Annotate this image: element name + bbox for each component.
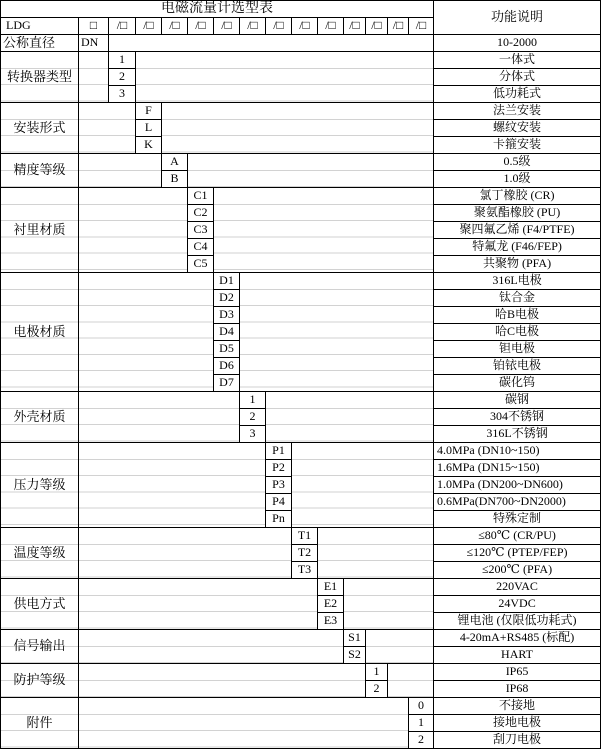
dn-code-cell: DN: [79, 35, 109, 52]
model-slot-cell: /□: [162, 18, 188, 35]
code-cell: 1: [409, 715, 434, 732]
code-cell: 2: [366, 681, 388, 698]
code-cell: 2: [109, 69, 136, 86]
desc-cell: 24VDC: [434, 596, 601, 613]
desc-cell: 1.0MPa (DN200~DN600): [434, 477, 601, 494]
code-cell: C5: [188, 256, 214, 273]
code-cell: B: [162, 171, 188, 188]
code-cell: K: [136, 137, 162, 154]
code-cell: D1: [214, 273, 240, 290]
table-title: 电磁流量计选型表: [1, 1, 434, 18]
model-slot-cell: /□: [240, 18, 266, 35]
model-slot-cell: /□: [409, 18, 434, 35]
model-slot-cell: /□: [388, 18, 409, 35]
desc-cell: 一体式: [434, 52, 601, 69]
code-cell: D2: [214, 290, 240, 307]
desc-cell: 钽电极: [434, 341, 601, 358]
spacer-cell: [79, 273, 214, 392]
model-slot-cell: /□: [366, 18, 388, 35]
label-pressure-rating: 压力等级: [1, 443, 79, 528]
label-housing-material: 外壳材质: [1, 392, 79, 443]
spacer-cell: [188, 154, 434, 188]
code-cell: P1: [266, 443, 292, 460]
model-slot-cell: /□: [136, 18, 162, 35]
spacer-cell: [214, 188, 434, 273]
desc-cell: 法兰安装: [434, 103, 601, 120]
spacer-cell: [79, 103, 136, 154]
desc-cell: 铂铱电极: [434, 358, 601, 375]
desc-cell: 钛合金: [434, 290, 601, 307]
code-cell: 1: [240, 392, 266, 409]
desc-cell: 哈B电极: [434, 307, 601, 324]
desc-cell: 1.0级: [434, 171, 601, 188]
code-cell: 3: [109, 86, 136, 103]
code-cell: D3: [214, 307, 240, 324]
desc-cell: 220VAC: [434, 579, 601, 596]
desc-cell: 4-20mA+RS485 (标配): [434, 630, 601, 647]
code-cell: T3: [292, 562, 318, 579]
model-slot-cell: /□: [188, 18, 214, 35]
spacer-cell: [136, 52, 434, 103]
desc-cell: 聚四氟乙烯 (F4/PTFE): [434, 222, 601, 239]
code-cell: L: [136, 120, 162, 137]
spacer-cell: [79, 630, 344, 664]
spacer-cell: [162, 103, 434, 154]
spacer-cell: [79, 188, 188, 273]
spacer-cell: [79, 664, 366, 698]
spacer-cell: [79, 698, 409, 749]
code-cell: D6: [214, 358, 240, 375]
code-cell: T2: [292, 545, 318, 562]
desc-cell: ≤80℃ (CR/PU): [434, 528, 601, 545]
desc-cell: 接地电极: [434, 715, 601, 732]
code-cell: D7: [214, 375, 240, 392]
desc-cell: 304不锈钢: [434, 409, 601, 426]
code-cell: C1: [188, 188, 214, 205]
code-cell: C3: [188, 222, 214, 239]
label-electrode-material: 电极材质: [1, 273, 79, 392]
model-prefix-cell: LDG: [1, 18, 79, 35]
desc-cell: 卡箍安装: [434, 137, 601, 154]
label-liner-material: 衬里材质: [1, 188, 79, 273]
code-cell: E2: [318, 596, 344, 613]
desc-cell: 分体式: [434, 69, 601, 86]
desc-cell: ≤200℃ (PFA): [434, 562, 601, 579]
spacer-cell: [388, 664, 434, 698]
code-cell: A: [162, 154, 188, 171]
desc-cell: 不接地: [434, 698, 601, 715]
code-cell: E1: [318, 579, 344, 596]
code-cell: F: [136, 103, 162, 120]
spacer-cell: [79, 443, 266, 528]
label-accessories: 附件: [1, 698, 79, 749]
desc-cell: 特殊定制: [434, 511, 601, 528]
code-cell: T1: [292, 528, 318, 545]
label-power-supply: 供电方式: [1, 579, 79, 630]
label-temperature-rating: 温度等级: [1, 528, 79, 579]
desc-cell: 共聚物 (PFA): [434, 256, 601, 273]
desc-cell: 0.5级: [434, 154, 601, 171]
spacer-cell: [366, 630, 434, 664]
spacer-cell: [79, 392, 240, 443]
desc-cell: 低功耗式: [434, 86, 601, 103]
dn-label-cell: 公称直径: [1, 35, 79, 52]
code-cell: 1: [366, 664, 388, 681]
label-protection-rating: 防护等级: [1, 664, 79, 698]
model-base-slot-cell: □: [79, 18, 109, 35]
desc-cell: 10-2000: [434, 35, 601, 52]
label-install-type: 安装形式: [1, 103, 79, 154]
desc-cell: 哈C电极: [434, 324, 601, 341]
desc-cell: 刮刀电极: [434, 732, 601, 749]
desc-cell: 锂电池 (仅限低功耗式): [434, 613, 601, 630]
desc-cell: ≤120℃ (PTEP/FEP): [434, 545, 601, 562]
label-accuracy-grade: 精度等级: [1, 154, 79, 188]
model-slot-cell: /□: [266, 18, 292, 35]
label-converter-type: 转换器类型: [1, 52, 79, 103]
desc-cell: 碳化钨: [434, 375, 601, 392]
desc-cell: 1.6MPa (DN15~150): [434, 460, 601, 477]
spacer-cell: [266, 392, 434, 443]
code-cell: 1: [109, 52, 136, 69]
model-slot-cell: /□: [292, 18, 318, 35]
code-cell: P3: [266, 477, 292, 494]
code-cell: D4: [214, 324, 240, 341]
desc-cell: 0.6MPa(DN700~DN2000): [434, 494, 601, 511]
code-cell: 0: [409, 698, 434, 715]
desc-cell: IP68: [434, 681, 601, 698]
code-cell: 2: [409, 732, 434, 749]
desc-cell: IP65: [434, 664, 601, 681]
spacer-cell: [79, 579, 318, 630]
code-cell: 3: [240, 426, 266, 443]
spacer-cell: [240, 273, 434, 392]
spacer-cell: [292, 443, 434, 528]
desc-cell: 氯丁橡胶 (CR): [434, 188, 601, 205]
model-slot-cell: /□: [109, 18, 136, 35]
code-cell: C2: [188, 205, 214, 222]
desc-cell: 特氟龙 (F46/FEP): [434, 239, 601, 256]
code-cell: D5: [214, 341, 240, 358]
desc-cell: 碳钢: [434, 392, 601, 409]
code-cell: P2: [266, 460, 292, 477]
spacer-cell: [79, 528, 292, 579]
spacer-cell: [79, 154, 162, 188]
code-cell: S1: [344, 630, 366, 647]
code-cell: S2: [344, 647, 366, 664]
desc-cell: 聚氨酯橡胶 (PU): [434, 205, 601, 222]
code-cell: E3: [318, 613, 344, 630]
code-cell: P4: [266, 494, 292, 511]
code-cell: Pn: [266, 511, 292, 528]
spacer-cell: [109, 35, 434, 52]
model-slot-cell: /□: [318, 18, 344, 35]
spacer-cell: [79, 52, 109, 103]
desc-cell: 4.0MPa (DN10~150): [434, 443, 601, 460]
code-cell: 2: [240, 409, 266, 426]
code-cell: C4: [188, 239, 214, 256]
desc-cell: HART: [434, 647, 601, 664]
model-slot-cell: /□: [214, 18, 240, 35]
desc-cell: 螺纹安装: [434, 120, 601, 137]
spacer-cell: [318, 528, 434, 579]
spacer-cell: [344, 579, 434, 630]
model-slot-cell: /□: [344, 18, 366, 35]
function-description-header: 功能说明: [434, 1, 601, 35]
desc-cell: 316L电极: [434, 273, 601, 290]
desc-cell: 316L不锈钢: [434, 426, 601, 443]
label-signal-output: 信号输出: [1, 630, 79, 664]
